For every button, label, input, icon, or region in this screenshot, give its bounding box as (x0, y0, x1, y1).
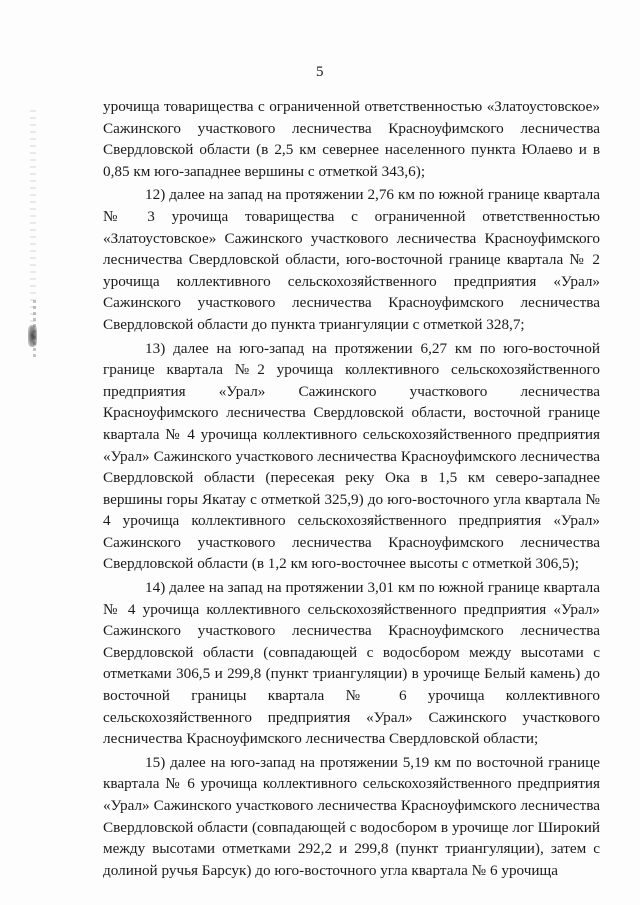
paragraph-15: 15) далее на юго-запад на протяжении 5,19 км по восточной границе квартала № 6 урочища коллективного сельскохозяйственного предприятия «Урал» Сажинского участкового лесничества Красноуфимского лесничества Свердловской области (совпадающей с водосбором в урочище лог Широкий между высотами отметками 292,2 и 299,8 (пункт триангуляции), затем с долиной ручья Барсук) до юго-восточного угла квартала № 6 урочища (103, 753, 600, 879)
page-number: 5 (316, 64, 324, 80)
paragraph-12: 12) далее на запад на протяжении 2,76 км по южной границе квартала № 3 урочища товарищества с ограниченной ответственностью «Златоустовское» Сажинского участкового лесничества Красноуфимского лесничества Свердловской области, юго-восточной границе квартала № 2 урочища коллективного сельскохозяйственного предприятия «Урал» Сажинского участкового лесничества Красноуфимского лесничества Свердловской области до пункта триангуляции с отметкой 328,7; (103, 186, 600, 333)
paragraph-13: 13) далее на юго-запад на протяжении 6,27 км по юго-восточной границе квартала №2 урочища коллективного сельскохозяйственного предприятия «Урал» Сажинского участкового лесничества Красноуфимского лесничества Свердловской области, восточной границе квартала № 4 урочища коллективного сельскохозяйственного предприятия «Урал» Сажинского участкового лесничества Красноуфимского лесничества Свердловской области (пересекая реку Ока в 1,5 км северо-западнее вершины горы Якатау с отметкой 325,9) до юго-восточного угла квартала № 4 урочища коллективного сельскохозяйственного предприятия «Урал» Сажинского участкового лесничества Красноуфимского лесничества Свердловской области (в 1,2 км юго-восточнее высоты с отметкой 306,5); (103, 339, 600, 573)
paragraph-11-continuation: урочища товарищества с ограниченной ответственностью «Златоустовское» Сажинского участкового лесничества Красноуфимского лесничества Свердловской области (в 2,5 км севернее населенного пункта Юлаево и в 0,85 км юго-западнее вершины с отметкой 343,6); (103, 98, 600, 180)
document-body (103, 96, 600, 881)
paragraph-14: 14) далее на запад на протяжении 3,01 км по южной границе квартала № 4 урочища коллективного сельскохозяйственного предприятия «Урал» Сажинского участкового лесничества Красноуфимского лесничества Свердловской области (совпадающей с водосбором между высотами с отметками 306,5 и 299,8 (пункт триангуляции) в урочище Белый камень) до восточной границы квартала № 6 урочища коллективного сельскохозяйственного предприятия «Урал» Сажинского участкового лесничества Красноуфимского лесничества Свердловской области; (103, 579, 600, 748)
scan-artifact (28, 325, 37, 347)
